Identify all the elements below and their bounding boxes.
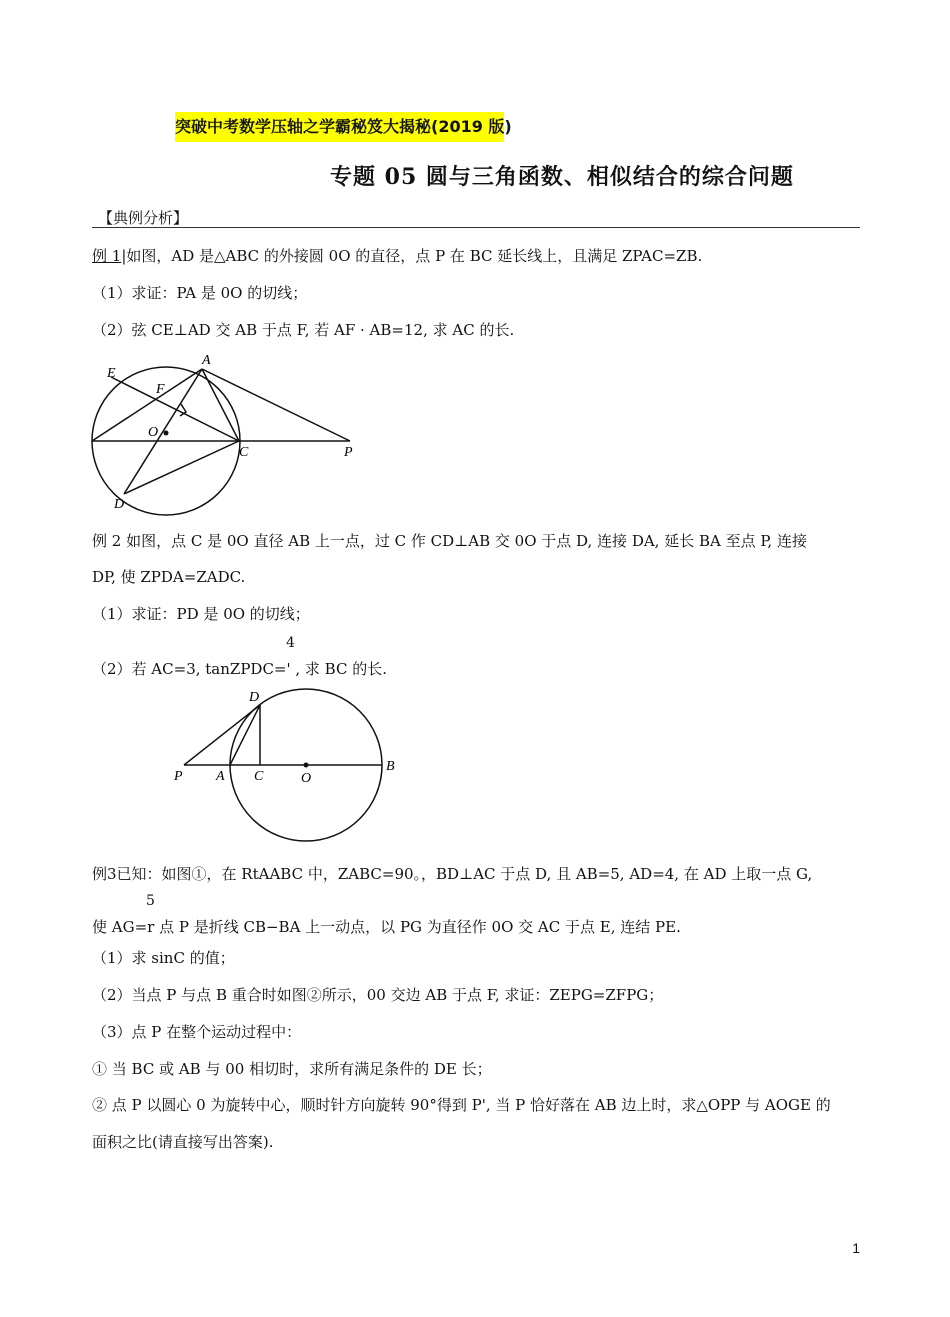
- ex2-stem-line-1: 例 2 如图，点 C 是 0O 直径 AB 上一点，过 C 作 CD⊥AB 交 0O 于点 D, 连接 DA, 延长 BA 至点 P, 连接: [92, 532, 807, 550]
- ex1-segment-ap: [202, 369, 350, 441]
- ex3-fraction-denominator: 5: [146, 893, 155, 909]
- ex2-question-2: （2）若 AC=3, tanZPDC=' , 求 BC 的长.: [92, 660, 387, 678]
- ex3-question-3b-line-2: 面积之比(请直接写出答案).: [92, 1133, 274, 1151]
- ex1-stem-line: 例 1|如图，AD 是△ABC 的外接圆 0O 的直径，点 P 在 BC 延长线上，且满足 ZPAC=ZB.: [92, 247, 703, 265]
- page-title: 专题 05 圆与三角函数、相似结合的综合问题: [330, 164, 794, 190]
- ex1-label-o: O: [148, 425, 159, 440]
- ex1-label-e: E: [107, 366, 116, 381]
- ex1-label-c: C: [239, 445, 249, 460]
- banner-title: 突破中考数学压轴之学霸秘笈大揭秘(2019 版): [175, 112, 504, 142]
- ex1-label-d: D: [114, 497, 125, 512]
- ex1-stem: 如图，AD 是△ABC 的外接圆 0O 的直径，点 P 在 BC 延长线上，且满足 ZPAC=ZB.: [126, 247, 703, 265]
- ex2-segment-da: [230, 705, 260, 765]
- ex2-fraction-numerator: 4: [286, 635, 295, 651]
- ex1-question-1: （1）求证：PA 是 0O 的切线；: [92, 284, 308, 302]
- ex2-label-p: P: [174, 769, 183, 784]
- ex3-question-3: （3）点 P 在整个运动过程中：: [92, 1023, 302, 1041]
- ex2-question-1: （1）求证：PD 是 0O 的切线；: [92, 605, 310, 623]
- ex2-center-dot: [304, 763, 309, 768]
- ex3-stem-line-1: 例3已知：如图①，在 RtAABC 中，ZABC=90。，BD⊥AC 于点 D, 且 AB=5, AD=4, 在 AD 上取一点 G,: [92, 865, 813, 883]
- ex3-question-1: （1）求 sinC 的值；: [92, 949, 235, 967]
- ex2-label-d: D: [249, 690, 260, 705]
- ex2-label-c: C: [254, 769, 264, 784]
- ex1-center-dot: [164, 431, 169, 436]
- ex2-label-a: A: [216, 769, 225, 784]
- page-number: 1: [852, 1240, 860, 1256]
- ex1-question-2: （2）弦 CE⊥AD 交 AB 于点 F, 若 AF · AB=12, 求 AC 的长.: [92, 321, 515, 339]
- ex1-label: 例 1: [92, 247, 122, 265]
- section-heading: 【典例分析】: [98, 209, 189, 227]
- ex2-segment-pd: [184, 705, 260, 765]
- ex3-stem-line-2: 使 AG=r 点 P 是折线 CB−BA 上一动点，以 PG 为直径作 0O 交 AC 于点 E, 连结 PE.: [92, 918, 681, 936]
- ex2-stem-line-2: DP, 使 ZPDA=ZADC.: [92, 568, 246, 586]
- ex3-question-2: （2）当点 P 与点 B 重合时如图②所示，00 交边 AB 于点 F, 求证：ZEPG=ZFPG；: [92, 986, 664, 1004]
- ex2-label-o: O: [301, 771, 312, 786]
- ex3-question-3b-line-1: ② 点 P 以圆心 0 为旋转中心，顺时针方向旋转 90°得到 P', 当 P 恰好落在 AB 边上时，求△OPP 与 AOGE 的: [92, 1096, 831, 1114]
- ex3-question-3a: ① 当 BC 或 AB 与 00 相切时，求所有满足条件的 DE 长；: [92, 1060, 492, 1078]
- ex1-label-p: P: [344, 445, 353, 460]
- ex1-label-f: F: [156, 382, 165, 397]
- ex2-label-b: B: [386, 759, 395, 774]
- ex2-figure: [170, 685, 410, 850]
- ex1-segment-ac: [202, 369, 239, 441]
- ex1-label-a: A: [202, 353, 211, 368]
- section-divider: [92, 227, 860, 228]
- ex1-figure: [85, 352, 375, 517]
